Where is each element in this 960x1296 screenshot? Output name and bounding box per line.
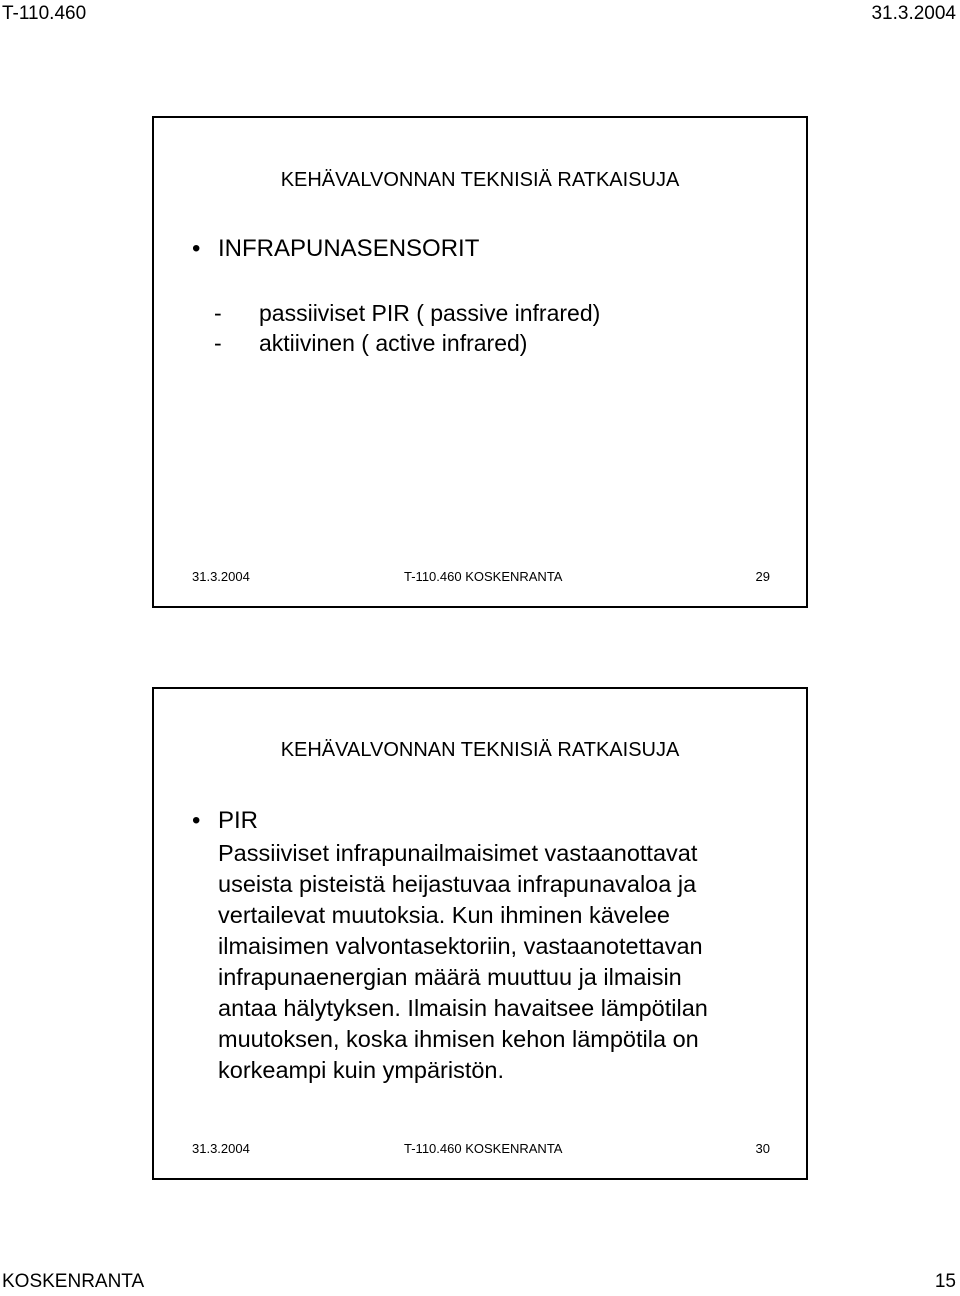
slide-29 [152,116,808,608]
bullet-dot-icon: • [192,235,201,262]
dash-mark: - [214,330,222,356]
slide-course-author: T-110.460 KOSKENRANTA [404,569,563,584]
bullet-text: INFRAPUNASENSORIT [218,235,480,262]
slide-title: KEHÄVALVONNAN TEKNISIÄ RATKAISUJA [280,739,680,761]
paragraph-line: infrapunaenergian määrä muuttuu ja ilmaisin [218,964,682,990]
paragraph-line: korkeampi kuin ympäristön. [218,1057,505,1083]
slide-title: KEHÄVALVONNAN TEKNISIÄ RATKAISUJA [280,169,680,191]
paragraph-line: ilmaisimen valvontasektoriin, vastaanotettavan [218,933,703,959]
paragraph-line: muutoksen, koska ihmisen kehon lämpötila on [218,1026,699,1052]
slide-date: 31.3.2004 [192,569,250,584]
slide-course-author: T-110.460 KOSKENRANTA [404,1141,563,1156]
header-date: 31.3.2004 [871,3,956,24]
page-number: 15 [934,1271,956,1292]
sub-item-text: aktiivinen ( active infrared) [259,330,528,356]
dash-mark: - [214,300,222,326]
bullet-text: PIR [218,807,259,834]
paragraph-line: useista pisteistä heijastuvaa infrapunavaloa ja [218,871,697,897]
author-name: KOSKENRANTA [2,1271,145,1292]
course-code: T-110.460 [2,3,87,24]
bullet-dot-icon: • [192,807,201,834]
slide-paragraph [218,838,778,1086]
slide-number: 30 [755,1141,770,1156]
paragraph-line: vertailevat muutoksia. Kun ihminen kävelee [218,902,670,928]
sub-item-text: passiiviset PIR ( passive infrared) [259,300,601,326]
slide-date: 31.3.2004 [192,1141,250,1156]
slide-30 [152,687,808,1180]
paragraph-line: antaa hälytyksen. Ilmaisin havaitsee lämpötilan [218,995,708,1021]
slide-number: 29 [755,569,770,584]
paragraph-line: Passiiviset infrapunailmaisimet vastaanottavat [218,840,698,866]
